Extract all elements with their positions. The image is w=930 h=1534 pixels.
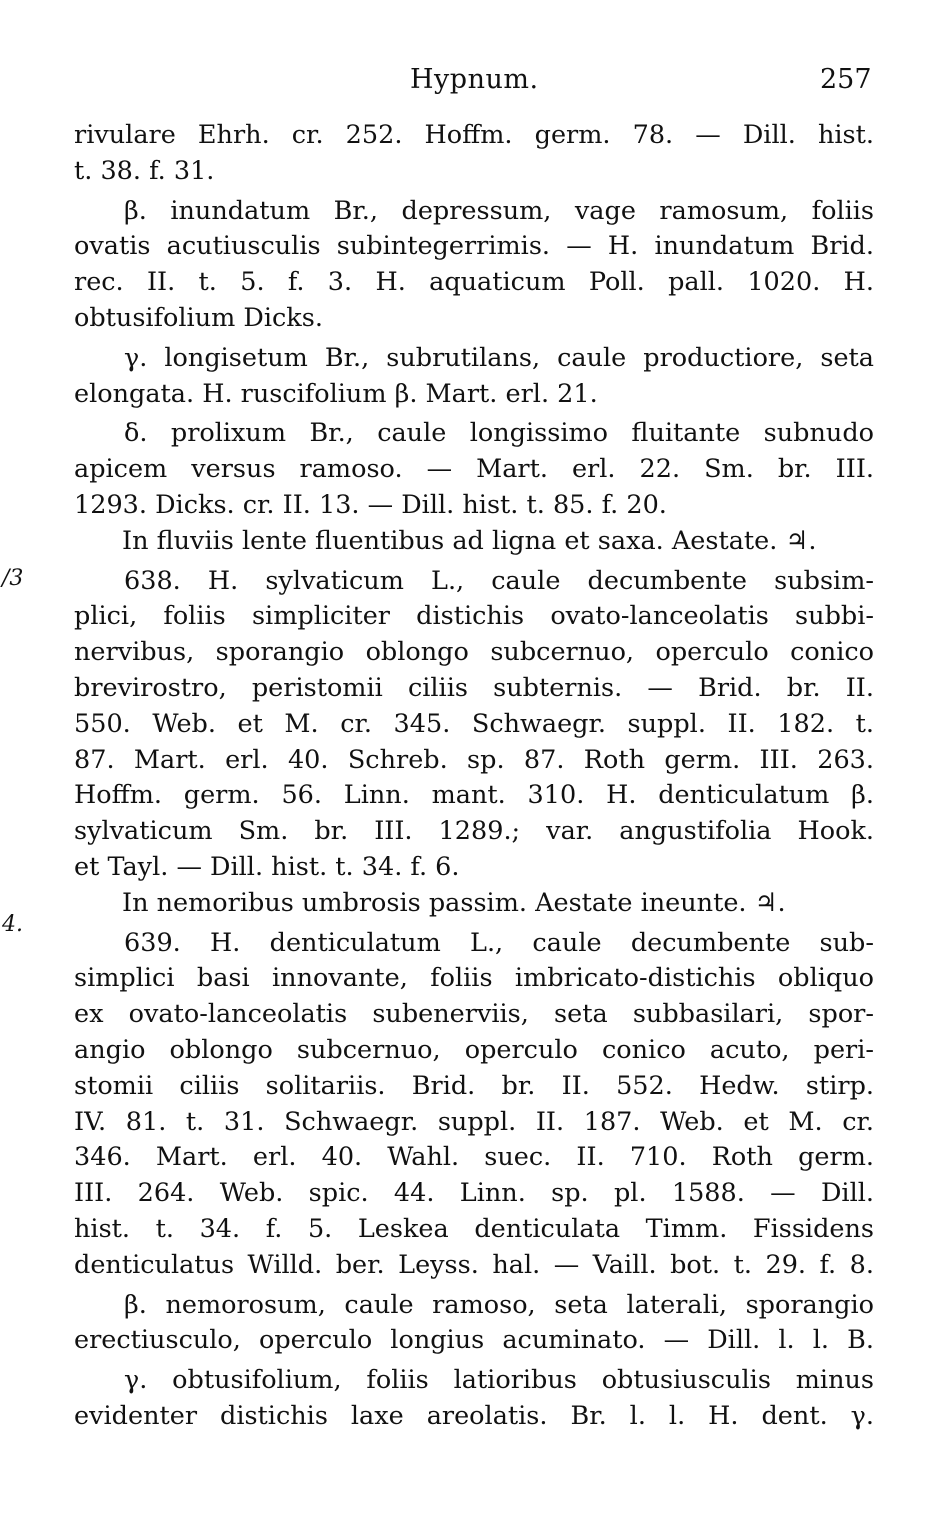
text-line: evidenter distichis laxe areolatis. Br. l. l. H. dent. γ. [74, 1400, 874, 1431]
text-line: rec. II. t. 5. f. 3. H. aquaticum Poll. pall. 1020. H. [74, 267, 874, 298]
text-line: δ. prolixum Br., caule longissimo fluitante subnudo [124, 418, 874, 449]
text-line: In nemoribus umbrosis passim. Aestate ineunte. ♃. [122, 887, 786, 918]
text-line: elongata. H. ruscifolium β. Mart. erl. 21. [74, 378, 598, 409]
text-line: γ. obtusifolium, foliis latioribus obtusiusculis minus [124, 1365, 874, 1396]
text-line: ex ovato-lanceolatis subenerviis, seta subbasilari, spor- [74, 999, 874, 1030]
text-line: plici, foliis simpliciter distichis ovato-lanceolatis subbi- [74, 601, 874, 632]
page-number: 257 [820, 64, 872, 95]
text-line: 346. Mart. erl. 40. Wahl. suec. II. 710. Roth germ. [74, 1142, 874, 1173]
text-line: 638. H. sylvaticum L., caule decumbente subsim- [124, 565, 874, 596]
text-line: apicem versus ramoso. — Mart. erl. 22. Sm. br. III. [74, 454, 874, 485]
text-line: t. 38. f. 31. [74, 155, 215, 186]
text-line: denticulatus Willd. ber. Leyss. hal. — Vaill. bot. t. 29. f. 8. [74, 1249, 874, 1280]
text-line: stomii ciliis solitariis. Brid. br. II. 552. Hedw. stirp. [74, 1070, 874, 1101]
text-line: sylvaticum Sm. br. III. 1289.; var. angustifolia Hook. [74, 816, 874, 847]
text-line: nervibus, sporangio oblongo subcernuo, operculo conico [74, 637, 874, 668]
text-line: III. 264. Web. spic. 44. Linn. sp. pl. 1588. — Dill. [74, 1178, 874, 1209]
body-text [74, 118, 874, 1435]
text-line: Hoffm. germ. 56. Linn. mant. 310. H. denticulatum β. [74, 780, 874, 811]
text-line: brevirostro, peristomii ciliis subternis. — Brid. br. II. [74, 672, 874, 703]
text-line: obtusifolium Dicks. [74, 302, 323, 333]
text-line: 1293. Dicks. cr. II. 13. — Dill. hist. t. 85. f. 20. [74, 489, 667, 520]
text-line: β. inundatum Br., depressum, vage ramosum, foliis [124, 195, 874, 226]
text-line: IV. 81. t. 31. Schwaegr. suppl. II. 187. Web. et M. cr. [74, 1106, 874, 1137]
running-head-title: Hypnum. [410, 64, 539, 95]
margin-note: 4. [2, 912, 23, 937]
text-line: In fluviis lente fluentibus ad ligna et saxa. Aestate. ♃. [122, 525, 817, 556]
text-line: 550. Web. et M. cr. 345. Schwaegr. suppl. II. 182. t. [74, 708, 874, 739]
text-line: et Tayl. — Dill. hist. t. 34. f. 6. [74, 851, 460, 882]
text-line: rivulare Ehrh. cr. 252. Hoffm. germ. 78. — Dill. hist. [74, 120, 874, 150]
margin-note: /3 [2, 566, 24, 591]
text-line: simplici basi innovante, foliis imbricato-distichis obliquo [74, 963, 874, 994]
text-line: β. nemorosum, caule ramoso, seta laterali, sporangio [124, 1289, 874, 1320]
text-line: 87. Mart. erl. 40. Schreb. sp. 87. Roth germ. III. 263. [74, 744, 874, 775]
text-line: angio oblongo subcernuo, operculo conico acuto, peri- [74, 1034, 874, 1065]
text-line: erectiusculo, operculo longius acuminato. — Dill. l. l. B. [74, 1325, 874, 1356]
text-line: γ. longisetum Br., subrutilans, caule productiore, seta [124, 342, 874, 373]
text-line: ovatis acutiusculis subintegerrimis. — H. inundatum Brid. [74, 231, 874, 262]
text-line: hist. t. 34. f. 5. Leskea denticulata Timm. Fissidens [74, 1213, 874, 1244]
text-line: 639. H. denticulatum L., caule decumbente sub- [124, 927, 874, 958]
